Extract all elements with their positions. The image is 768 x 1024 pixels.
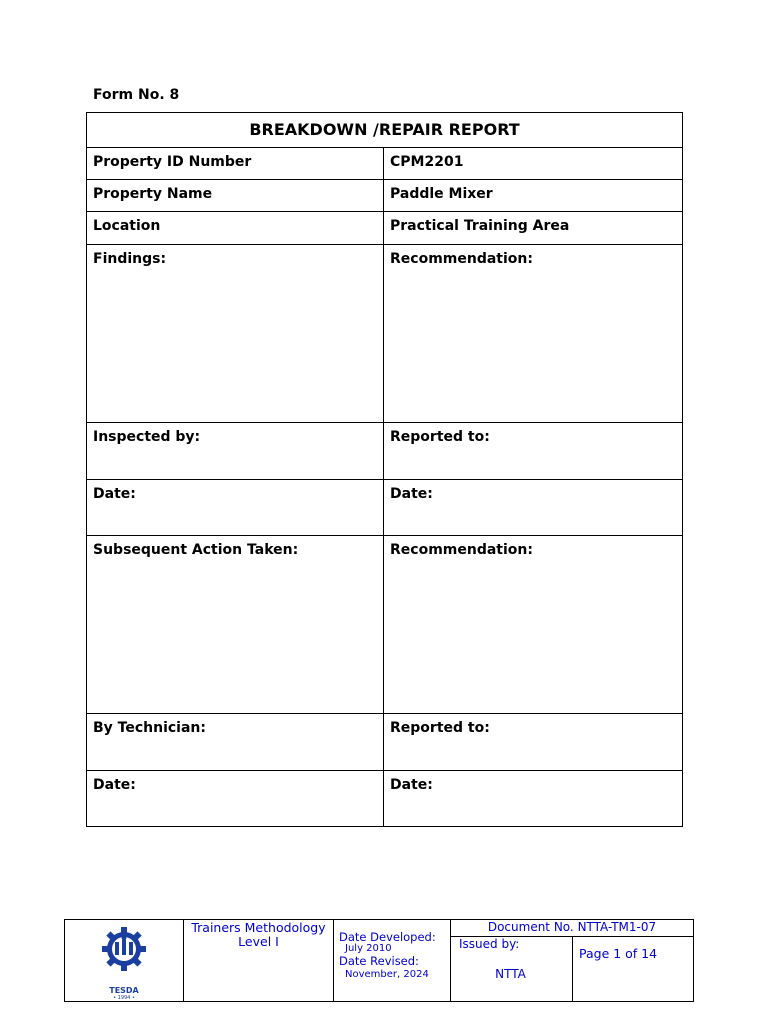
location-label: Location [87,212,384,245]
tesda-logo-text: TESDA [109,986,139,995]
tesda-logo [65,920,184,1002]
document-number: Document No. NTTA-TM1-07 [451,920,694,937]
document-dates [334,920,451,1002]
form-number: Form No. 8 [93,87,180,103]
issued-by [451,936,573,1001]
issued-by-value: NTTA [495,966,526,981]
inspected-by-field: Inspected by: [87,423,384,480]
inspection-date-field: Date: [87,480,384,536]
document-footer [64,919,694,1002]
tesda-logo-year: • 1994 • [113,995,135,1001]
breakdown-repair-report-table [86,112,683,827]
property-id-value: CPM2201 [384,148,683,180]
technician-date-field: Date: [87,771,384,827]
findings-field: Findings: [87,245,384,423]
second-recommendation-field: Recommendation: [384,536,683,714]
second-report-date-field: Date: [384,771,683,827]
course-title: Trainers Methodology Level I [184,920,334,1002]
by-technician-field: By Technician: [87,714,384,771]
report-title: BREAKDOWN /REPAIR REPORT [87,113,683,148]
tesda-gear-icon [94,925,154,991]
property-name-value: Paddle Mixer [384,180,683,212]
recommendation-field: Recommendation: [384,245,683,423]
location-value: Practical Training Area [384,212,683,245]
issued-by-label: Issued by: [459,936,520,951]
date-revised-label: Date Revised: [339,954,419,968]
page-number: Page 1 of 14 [573,936,694,1001]
property-id-label: Property ID Number [87,148,384,180]
date-revised-value: November, 2024 [345,969,429,980]
reported-to-field: Reported to: [384,423,683,480]
property-name-label: Property Name [87,180,384,212]
report-date-field: Date: [384,480,683,536]
date-developed-label: Date Developed: [339,930,436,944]
second-reported-to-field: Reported to: [384,714,683,771]
subsequent-action-field: Subsequent Action Taken: [87,536,384,714]
date-developed-value: July 2010 [345,943,392,954]
